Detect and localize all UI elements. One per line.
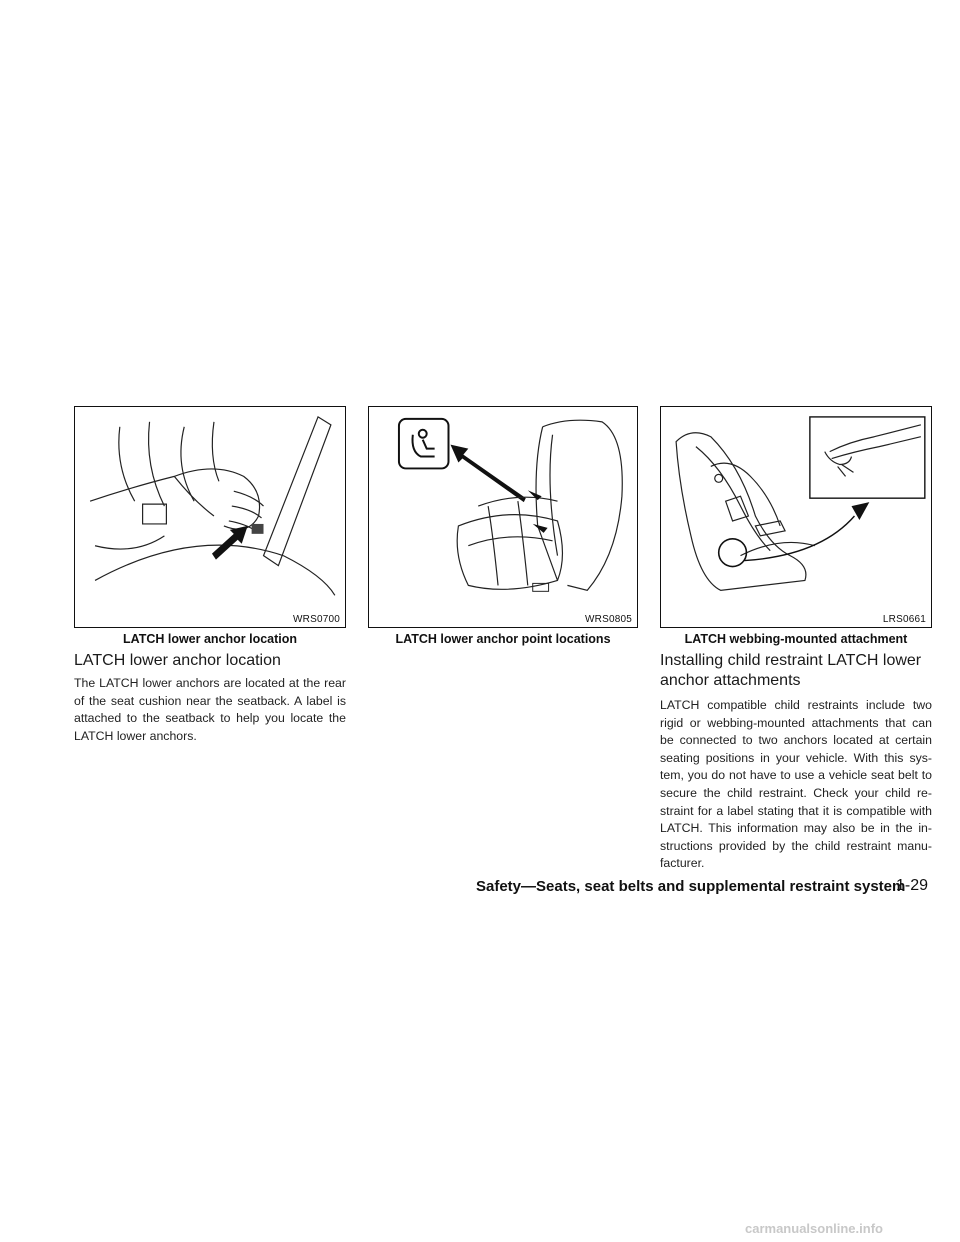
section-body-installing-attachments: LATCH compatible child restraints include two rigid or webbing-mounted attachments that can be connected to two anchors located at certain seating positions in your vehicle. With this sys-tem, you do not have to use a vehicle seat belt to secure the child restraint. Check your child re-straint for a label stating that it is compatible with LATCH. This information may also be in the in-structions provided by the child restraint manu-facturer. <box>660 698 932 871</box>
figure-code: WRS0700 <box>293 614 340 625</box>
figure-code: LRS0661 <box>882 614 926 625</box>
section-heading-installing-attachments: Installing child restraint LATCH lower anchor attachments <box>660 652 922 689</box>
rear-seat-illustration <box>369 407 637 627</box>
arrow-icon <box>212 526 248 560</box>
watermark: carmanualsonline.info <box>745 1221 883 1236</box>
hand-seat-illustration <box>75 407 345 627</box>
arrow-icon <box>450 445 525 502</box>
zoom-circle <box>719 539 747 567</box>
footer-section-title: Safety—Seats, seat belts and supplemental restraint system <box>476 878 906 895</box>
section-heading-anchor-location: LATCH lower anchor location <box>74 652 281 669</box>
figure-anchor-point-locations <box>368 406 638 628</box>
figure-webbing-mounted-attachment <box>660 406 932 628</box>
figure-caption: LATCH webbing-mounted attachment <box>684 632 908 646</box>
section-body-anchor-location: The LATCH lower anchors are located at the rear of the seat cushion near the seatback. A label is attached to the seatback to help you locate the LATCH lower anchors. <box>74 676 346 743</box>
figure-latch-anchor-location <box>74 406 346 628</box>
child-restraint-illustration <box>661 407 931 627</box>
figure-caption: LATCH lower anchor point locations <box>395 632 611 646</box>
figure-code: WRS0805 <box>585 614 632 625</box>
figure-caption: LATCH lower anchor location <box>122 632 298 646</box>
detail-inset <box>810 417 925 498</box>
page-number: 1-29 <box>896 877 929 894</box>
